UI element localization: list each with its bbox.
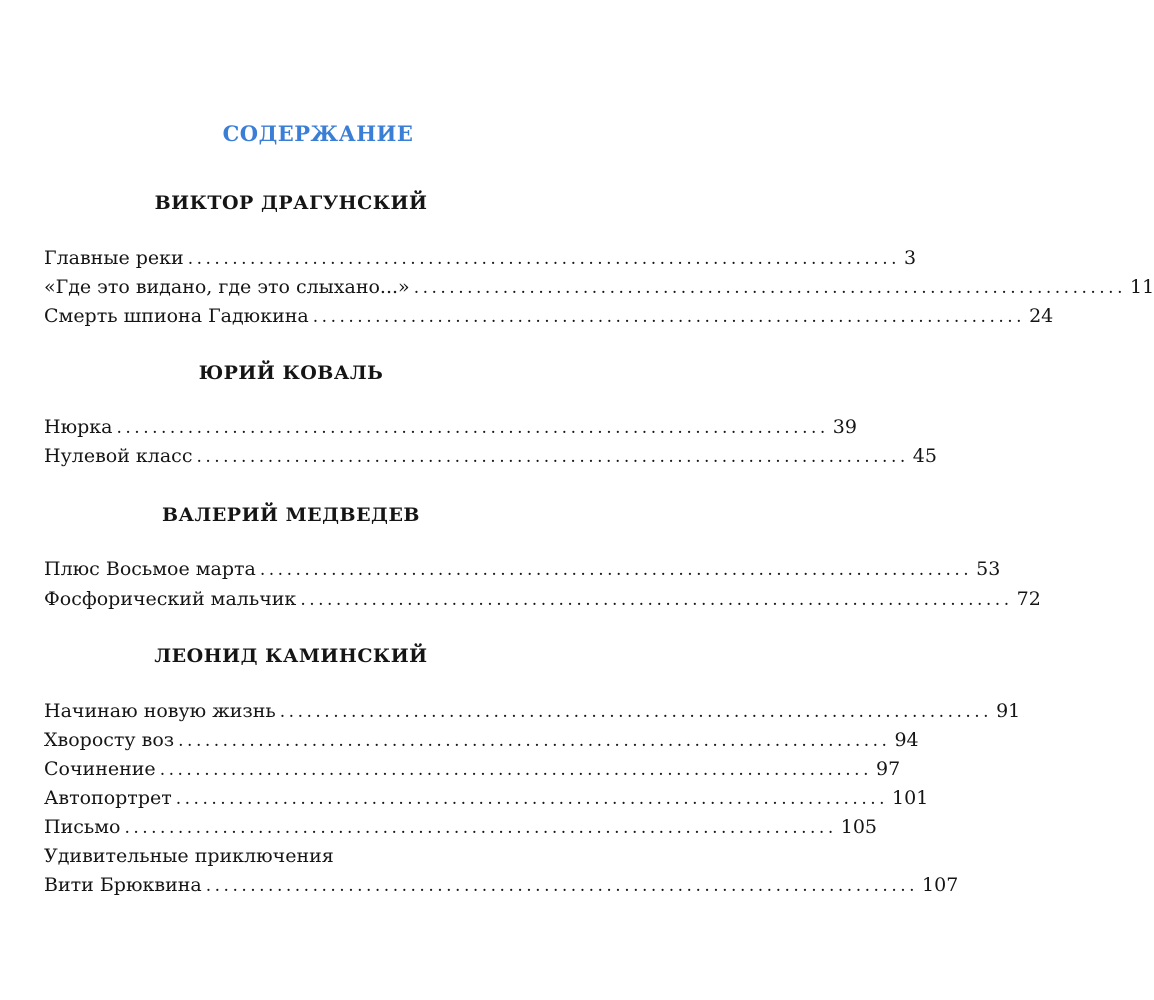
toc-entry[interactable] [44, 556, 1001, 583]
author-heading: ВАЛЕРИЙ МЕДВЕДЕВ [161, 504, 420, 526]
entry-title-line1: Удивительные приключения [44, 845, 334, 867]
author-heading: ВИКТОР ДРАГУНСКИЙ [154, 192, 428, 214]
author-heading: ЛЕОНИД КАМИНСКИЙ [154, 645, 428, 667]
dot-leader: ................................................................................ [159, 760, 872, 780]
toc-entry[interactable] [44, 756, 901, 783]
dot-leader: ................................................................................ [187, 249, 901, 269]
entry-page: 39 [832, 416, 857, 438]
dot-leader: ................................................................................ [312, 307, 1026, 327]
entry-title: Вити Брюквина [44, 874, 202, 896]
toc-entry[interactable] [44, 586, 1041, 613]
entry-title: Нюрка [44, 416, 113, 438]
toc-entry[interactable] [44, 245, 917, 272]
toc-entry[interactable] [44, 785, 929, 812]
entry-page: 107 [922, 874, 959, 896]
entry-title: Главные реки [44, 247, 184, 269]
entry-page: 53 [976, 558, 1001, 580]
toc-title: СОДЕРЖАНИЕ [222, 121, 414, 146]
dot-leader: ................................................................................ [279, 702, 993, 722]
toc-entry[interactable] [44, 727, 919, 754]
entry-title: «Где это видано, где это слыхано...» [44, 276, 410, 298]
author-heading: ЮРИЙ КОВАЛЬ [198, 362, 384, 384]
entry-page: 11 [1130, 276, 1154, 298]
dot-leader: ................................................................................ [124, 818, 837, 838]
entry-title: Сочинение [44, 758, 156, 780]
dot-leader: ................................................................................ [413, 278, 1126, 298]
dot-leader: ................................................................................ [300, 590, 1013, 610]
entry-page: 101 [892, 787, 929, 809]
entry-title: Фосфорический мальчик [44, 588, 297, 610]
toc-entry[interactable] [44, 872, 959, 899]
entry-page: 3 [904, 247, 917, 269]
dot-leader: ................................................................................ [178, 731, 891, 751]
entry-title: Нулевой класс [44, 445, 193, 467]
entry-page: 24 [1029, 305, 1054, 327]
toc-entry[interactable] [44, 814, 878, 841]
entry-title: Письмо [44, 816, 121, 838]
entry-page: 97 [876, 758, 901, 780]
entry-title: Плюс Восьмое марта [44, 558, 256, 580]
dot-leader: ................................................................................ [175, 789, 889, 809]
toc-entry[interactable] [44, 414, 857, 441]
dot-leader: ................................................................................ [116, 418, 829, 438]
toc-entry[interactable] [44, 303, 1054, 330]
toc-entry[interactable] [44, 274, 1154, 301]
entry-title: Начинаю новую жизнь [44, 700, 276, 722]
dot-leader: ................................................................................ [196, 447, 909, 467]
entry-page: 105 [840, 816, 878, 838]
entry-title: Автопортрет [44, 787, 172, 809]
entry-page: 94 [894, 729, 919, 751]
toc-entry[interactable] [44, 698, 1021, 725]
entry-page: 45 [912, 445, 937, 467]
dot-leader: ................................................................................ [205, 876, 919, 896]
dot-leader: ................................................................................ [259, 560, 973, 580]
entry-title: Хворосту воз [44, 729, 175, 751]
entry-page: 91 [996, 700, 1021, 722]
entry-title: Смерть шпиона Гадюкина [44, 305, 309, 327]
entry-page: 72 [1016, 588, 1041, 610]
toc-entry[interactable] [44, 443, 937, 470]
